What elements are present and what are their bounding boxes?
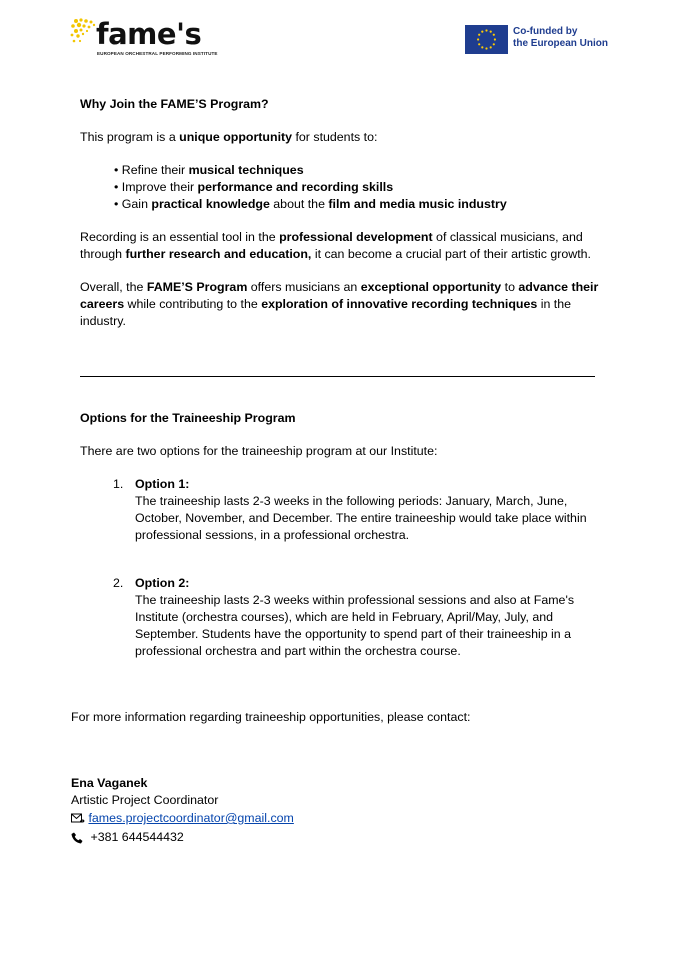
overall-paragraph: Overall, the FAME’S Program offers musicians an exceptional opportunity to advance their careers while contributing to the exploration of innovative recording techniques in the industry.: [80, 280, 599, 328]
eu-cofunded-label: [513, 26, 608, 50]
option-title: Option 1:: [135, 477, 190, 491]
envelope-icon: [71, 813, 85, 824]
eu-flag-icon: [465, 25, 508, 54]
option-number: 2.: [113, 576, 124, 590]
email-link[interactable]: fames.projectcoordinator@gmail.com: [88, 811, 294, 825]
option-text: The traineeship lasts 2-3 weeks within professional sessions and also at Fame's Institute (orchestra courses), which are held in February, April/May, July, and September. Students have the opportunity to spend part of their traineeship in a professional orchestra and part within the orchestra course.: [135, 593, 575, 658]
why-intro: This program is a unique opportunity for students to:: [80, 130, 378, 144]
option-title: Option 2:: [135, 576, 190, 590]
section-divider: [80, 376, 595, 377]
list-item: • Refine their musical techniques: [114, 162, 634, 179]
option-number: 1.: [113, 477, 124, 491]
list-item: • Gain practical knowledge about the film and media music industry: [114, 196, 634, 213]
option-text: The traineeship lasts 2-3 weeks in the following periods: January, March, June, October, November, and December. The entire traineeship would take place within professional sessions, in a professional orchestra.: [135, 494, 587, 542]
why-section: [80, 96, 600, 330]
benefits-list: [114, 162, 634, 213]
logo-subtitle: EUROPEAN ORCHESTRAL PERFORMING INSTITUTE: [97, 51, 218, 56]
phone-icon: [71, 832, 84, 844]
options-heading: Options for the Traineeship Program: [80, 411, 296, 425]
contact-role: Artistic Project Coordinator: [71, 793, 219, 807]
logo-wordmark: fame's: [96, 17, 202, 51]
options-intro: There are two options for the traineeship program at our Institute:: [80, 444, 438, 458]
development-paragraph: Recording is an essential tool in the professional development of classical musicians, and through further research and education, it can become a crucial part of their artistic growth.: [80, 230, 591, 261]
list-item: • Improve their performance and recording skills: [114, 179, 634, 196]
contact-intro: For more information regarding traineeship opportunities, please contact:: [71, 710, 471, 724]
contact-name: Ena Vaganek: [71, 776, 148, 790]
why-heading: Why Join the FAME’S Program?: [80, 97, 269, 111]
contact-phone-row: [71, 829, 184, 846]
contact-email-row: [71, 810, 294, 827]
eu-label-line2: the European Union: [513, 38, 608, 49]
phone-number: +381 644544432: [90, 830, 184, 844]
fames-logo: [70, 16, 218, 60]
eu-label-line1: Co-funded by: [513, 26, 578, 37]
